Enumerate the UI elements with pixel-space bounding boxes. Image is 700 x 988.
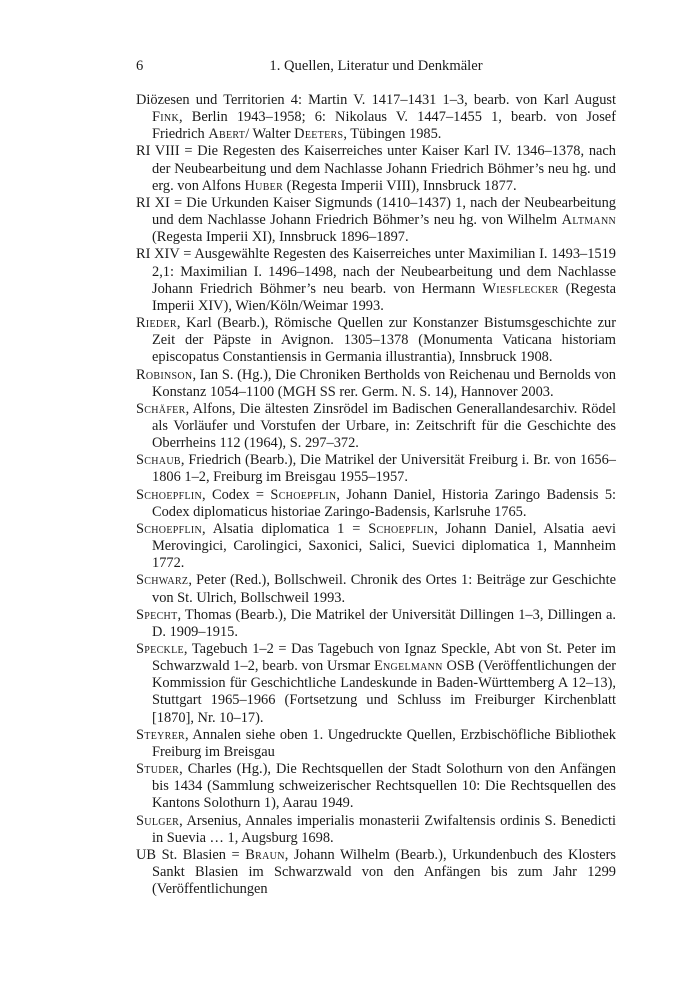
author-name: Wiesflecker: [482, 280, 559, 297]
entry-text: , Johann Wilhelm (Bearb.), Urkundenbuch des Klosters Sankt Blasien im Schwarzwald von den Anfängen bis zum Jahr 1299 (Veröffentlichungen: [152, 846, 617, 898]
entry-text: , Charles (Hg.), Die Rechtsquellen der Stadt Solothurn von den Anfängen bis 1434 (Sammlung schweizerischer Rechtsquellen 10: Die Rechtsquellen des Kantons Solothurn 1), Aarau 1949.: [152, 761, 616, 812]
entry-text: , Ian S. (Hg.), Die Chroniken Bertholds von Reichenau und Bernolds von Konstanz 1054–1100 (MGH SS rer. Germ. N. S. 14), Hannover 2003.: [152, 366, 616, 400]
entry-text: (Regesta Imperii XI), Innsbruck 1896–1897.: [152, 229, 409, 246]
author-name: Engelmann: [373, 658, 443, 675]
entry-text: Diözesen und Territorien 4: Martin V. 1417–1431 1–3, bearb. von Karl August: [136, 92, 616, 108]
bibliography-entry: [136, 847, 616, 898]
bibliography-entry: [136, 367, 616, 401]
running-title: 1. Quellen, Literatur und Denkmäler: [269, 58, 483, 74]
author-name: Studer: [136, 761, 180, 778]
bibliography-entry: [136, 487, 616, 521]
bibliography-entry: [136, 315, 616, 366]
entry-text: , Annalen siehe oben 1. Ungedruckte Quellen, Erzbischöfliche Bibliothek Freiburg im Breisgau: [152, 726, 616, 760]
entry-text: , Johann Daniel, Alsatia aevi Merovingici, Carolingici, Saxonici, Salici, Suevici diplomatica 1, Mannheim 1772.: [152, 520, 616, 572]
author-name: Abert: [208, 126, 246, 143]
author-name: Steyrer: [136, 726, 185, 743]
entry-text: , Codex =: [202, 486, 271, 503]
bibliography-entry: [136, 572, 616, 606]
entry-text: , Tübingen 1985.: [343, 126, 442, 143]
entry-text: , Alfons, Die ältesten Zinsrödel im Badischen Generallandesarchiv. Rödel als Vorläufer und Vorstufen der Urbare, in: Zeitschrift für die Geschichte des Oberrheins 112 (1964), S. 297–372.: [152, 400, 616, 452]
bibliography-list: [136, 92, 616, 898]
author-name: Schoepflin: [136, 520, 203, 537]
author-name: Deeters: [294, 126, 344, 143]
author-name: Schaub: [136, 452, 181, 469]
bibliography-entry: [136, 761, 616, 812]
author-name: Sulger: [136, 812, 180, 829]
bibliography-entry: [136, 452, 616, 486]
entry-text: (Regesta Imperii XIV), Wien/Köln/Weimar 1993.: [152, 280, 616, 314]
entry-text: RI VIII = Die Regesten des Kaiserreiches unter Kaiser Karl IV. 1346–1378, nach der Neubearbeitung und dem Nachlasse Johann Friedrich Böhmer’s neu hg. und erg. von Alfons: [136, 143, 616, 194]
author-name: Schoepflin: [270, 486, 337, 503]
bibliography-entry: [136, 92, 616, 143]
bibliography-entry: [136, 143, 616, 194]
entry-text: , Peter (Red.), Bollschweil. Chronik des Ortes 1: Beiträge zur Geschichte von St. Ulrich, Bollschweil 1993.: [152, 572, 616, 606]
entry-text: , Tagebuch 1–2 = Das Tagebuch von Ignaz Speckle, Abt von St. Peter im Schwarzwald 1–2, bearb. von Ursmar: [152, 641, 616, 675]
author-name: Schwarz: [136, 572, 189, 589]
entry-text: , Karl (Bearb.), Römische Quellen zur Konstanzer Bistumsgeschichte zur Zeit der Päpste in Avignon. 1305–1378 (Monumenta Vaticana historiam episcopatus Constantiensis in Germania illustrantia), Innsbruck 1908.: [152, 315, 616, 366]
bibliography-entry: [136, 246, 616, 315]
entry-text: , Johann Daniel, Historia Zaringo Badensis 5: Codex diplomaticus historiae Zaringo-Badensis, Karlsruhe 1765.: [152, 486, 617, 520]
author-name: Altmann: [561, 212, 616, 229]
entry-text: , Friedrich (Bearb.), Die Matrikel der Universität Freiburg i. Br. von 1656–1806 1–2, Freiburg im Breisgau 1955–1957.: [152, 452, 616, 486]
bibliography-entry: [136, 195, 616, 246]
author-name: Braun: [245, 846, 285, 863]
author-name: Huber: [244, 177, 284, 194]
author-name: Schäfer: [136, 400, 186, 417]
bibliography-entry: [136, 813, 616, 847]
entry-text: , Thomas (Bearb.), Die Matrikel der Universität Dillingen 1–3, Dillingen a. D. 1909–1915.: [152, 606, 616, 640]
entry-text: RI XI = Die Urkunden Kaiser Sigmunds (1410–1437) 1, nach der Neubearbeitung und dem Nachlasse Johann Friedrich Böhmer’s neu hg. von Wilhelm: [136, 194, 616, 229]
entry-text: , Arsenius, Annales imperialis monasterii Zwifaltensis ordinis S. Benedicti in Suevia … 1, Augsburg 1698.: [152, 812, 616, 846]
bibliography-entry: [136, 401, 616, 452]
author-name: Schoepflin: [368, 520, 435, 537]
author-name: Rieder: [136, 315, 177, 332]
author-name: Robinson: [136, 366, 193, 383]
entry-text: , Berlin 1943–1958; 6: Nikolaus V. 1447–1455 1, bearb. von Josef Friedrich: [152, 109, 616, 143]
entry-text: / Walter: [245, 126, 295, 143]
entry-text: UB St. Blasien =: [136, 846, 246, 863]
author-name: Schoepflin: [136, 486, 203, 503]
bibliography-entry: [136, 727, 616, 761]
author-name: Specht: [136, 606, 178, 623]
entry-text: , Alsatia diplomatica 1 =: [202, 520, 369, 537]
bibliography-entry: [136, 607, 616, 641]
page-number: 6: [136, 58, 144, 74]
entry-text: RI XIV = Ausgewählte Regesten des Kaiserreiches unter Maximilian I. 1493–1519 2,1: Maximilian I. 1496–1498, nach der Neubearbeitung und dem Nachlasse Johann Friedrich Böhmer’s neu bearb. von Hermann: [136, 246, 616, 297]
bibliography-entry: [136, 521, 616, 572]
bibliography-entry: [136, 641, 616, 727]
running-header: [136, 58, 616, 80]
entry-text: OSB (Veröffentlichungen der Kommission für Geschichtliche Landeskunde in Baden-Württemberg A 12–13), Stuttgart 1965–1966 (Fortsetzung und Schluss im Freiburger Kirchenblatt [1870], Nr. 10–17).: [152, 658, 616, 726]
entry-text: (Regesta Imperii VIII), Innsbruck 1877.: [283, 177, 517, 194]
author-name: Fink: [152, 109, 179, 126]
author-name: Speckle: [136, 641, 184, 657]
